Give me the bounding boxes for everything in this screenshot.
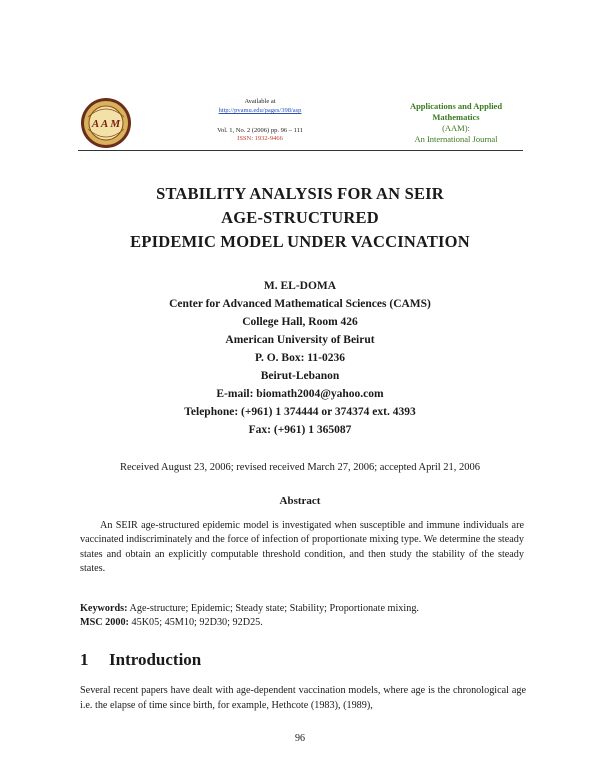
author-university: American University of Beirut [225,334,375,346]
page-number: 96 [295,733,305,744]
keywords-text: Age-structure; Epidemic; Steady state; Stability; Proportionate mixing. [129,603,419,614]
issn: ISSN: 1932-9466 [237,135,283,142]
keywords-label: Keywords: [80,603,128,614]
keywords-line [80,602,524,616]
journal-title: Applications and Applied Mathematics [409,101,503,122]
section-title: Introduction [109,650,202,669]
author-email: E-mail: biomath2004@yahoo.com [216,388,384,400]
author-fax: Fax: (+961) 1 365087 [248,424,352,436]
abstract-heading: Abstract [279,495,321,507]
journal-subtitle: An International Journal [414,134,498,144]
volume-info: Vol. 1, No. 2 (2006) pp. 96 – 111 [217,127,303,134]
paper-title-line-1: STABILITY ANALYSIS FOR AN SEIR [156,184,444,203]
header-rule [78,150,523,151]
paper-title-line-3: EPIDEMIC MODEL UNDER VACCINATION [130,232,470,251]
author-telephone: Telephone: (+961) 1 374444 or 374374 ext. 4393 [184,406,416,418]
author-room: College Hall, Room 426 [242,316,358,328]
intro-text: Several recent papers have dealt with age-dependent vaccination models, where age is the chronological age i.e. the elapse of time since birth, for example, Hethcote (1983), (1989), [80,685,526,711]
logo-text: A A M [91,118,121,130]
author-city: Beirut-Lebanon [260,370,340,382]
paper-title-line-2: AGE-STRUCTURED [221,208,379,227]
journal-url-link[interactable]: http://pvamu.edu/pages/398/asp [218,107,302,114]
available-at-label: Available at [244,98,276,105]
msc-text: 45K05; 45M10; 92D30; 92D25. [131,617,263,628]
journal-abbrev: (AAM): [442,123,470,133]
section-number: 1 [80,650,89,669]
received-dates: Received August 23, 2006; revised received March 27, 2006; accepted April 21, 2006 [119,462,481,473]
author-affiliation: Center for Advanced Mathematical Sciences (CAMS) [169,298,431,310]
author-pobox: P. O. Box: 11-0236 [255,352,345,364]
msc-line [80,616,524,630]
journal-logo [80,97,132,149]
abstract-text: An SEIR age-structured epidemic model is investigated when susceptible and immune individuals are vaccinated indiscriminately and the force of infection of proportionate mixing type. We determine the steady states and obtain an explicitly computable threshold condition, and then study the stability of the steady states. [80,520,524,575]
msc-label: MSC 2000: [80,617,129,628]
author-name: M. EL-DOMA [263,280,337,292]
